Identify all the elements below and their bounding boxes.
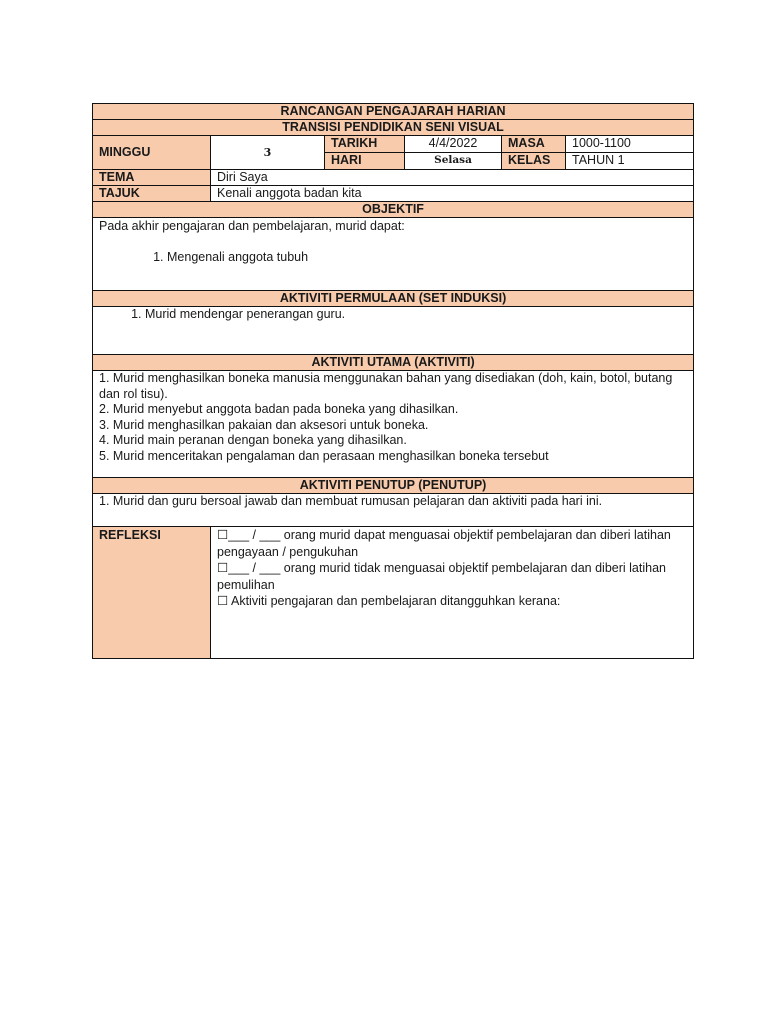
refleksi-line-1: ☐___ / ___ orang murid dapat menguasai objektif pembelajaran dan diberi latihan pengayaan / pengukuhan	[217, 528, 671, 559]
refleksi-body	[211, 527, 694, 659]
permulaan-item: 1. Murid mendengar penerangan guru.	[145, 307, 687, 322]
objektif-intro: Pada akhir pengajaran dan pembelajaran, murid dapat:	[99, 219, 405, 233]
objektif-heading: OBJEKTIF	[93, 202, 694, 218]
utama-line-2: 2. Murid menyebut anggota badan pada boneka yang dihasilkan.	[99, 402, 459, 416]
tajuk-label: TAJUK	[93, 186, 211, 202]
permulaan-list	[99, 307, 687, 322]
tarikh-label: TARIKH	[325, 136, 405, 153]
kelas-value: TAHUN 1	[566, 153, 694, 170]
utama-line-1: 1. Murid menghasilkan boneka manusia menggunakan bahan yang disediakan (doh, kain, botol, butang dan rol tisu).	[99, 371, 673, 401]
refleksi-label: REFLEKSI	[93, 527, 211, 659]
hari-label: HARI	[325, 153, 405, 170]
minggu-value: 3	[211, 136, 325, 170]
minggu-label: MINGGU	[93, 136, 211, 170]
tema-label: TEMA	[93, 170, 211, 186]
utama-heading: AKTIVITI UTAMA (AKTIVITI)	[93, 355, 694, 371]
refleksi-line-3: ☐ Aktiviti pengajaran dan pembelajaran ditangguhkan kerana:	[217, 594, 561, 608]
objektif-body	[93, 218, 694, 291]
masa-value: 1000-1100	[566, 136, 694, 153]
document-title: RANCANGAN PENGAJARAH HARIAN	[93, 104, 694, 120]
tajuk-value: Kenali anggota badan kita	[211, 186, 694, 202]
kelas-label: KELAS	[502, 153, 566, 170]
utama-line-5: 5. Murid menceritakan pengalaman dan perasaan menghasilkan boneka tersebut	[99, 448, 549, 463]
penutup-body	[93, 494, 694, 527]
refleksi-line-2: ☐___ / ___ orang murid tidak menguasai objektif pembelajaran dan diberi latihan pemulihan	[217, 561, 666, 592]
document-subtitle: TRANSISI PENDIDIKAN SENI VISUAL	[93, 120, 694, 136]
penutup-line: 1. Murid dan guru bersoal jawab dan membuat rumusan pelajaran dan aktiviti pada hari ini.	[99, 494, 603, 508]
masa-label: MASA	[502, 136, 566, 153]
utama-body	[93, 371, 694, 478]
hari-value: Selasa	[405, 153, 502, 170]
lesson-plan-table	[92, 103, 694, 659]
objektif-list	[99, 250, 687, 265]
utama-line-4: 4. Murid main peranan dengan boneka yang dihasilkan.	[99, 433, 407, 447]
penutup-heading: AKTIVITI PENUTUP (PENUTUP)	[93, 478, 694, 494]
tema-value: Diri Saya	[211, 170, 694, 186]
lesson-plan-sheet	[92, 103, 693, 659]
tarikh-value: 4/4/2022	[405, 136, 502, 153]
permulaan-heading: AKTIVITI PERMULAAN (SET INDUKSI)	[93, 291, 694, 307]
objektif-item: 1. Mengenali anggota tubuh	[167, 250, 687, 265]
permulaan-body	[93, 307, 694, 355]
utama-line-3: 3. Murid menghasilkan pakaian dan aksesori untuk boneka.	[99, 417, 429, 432]
